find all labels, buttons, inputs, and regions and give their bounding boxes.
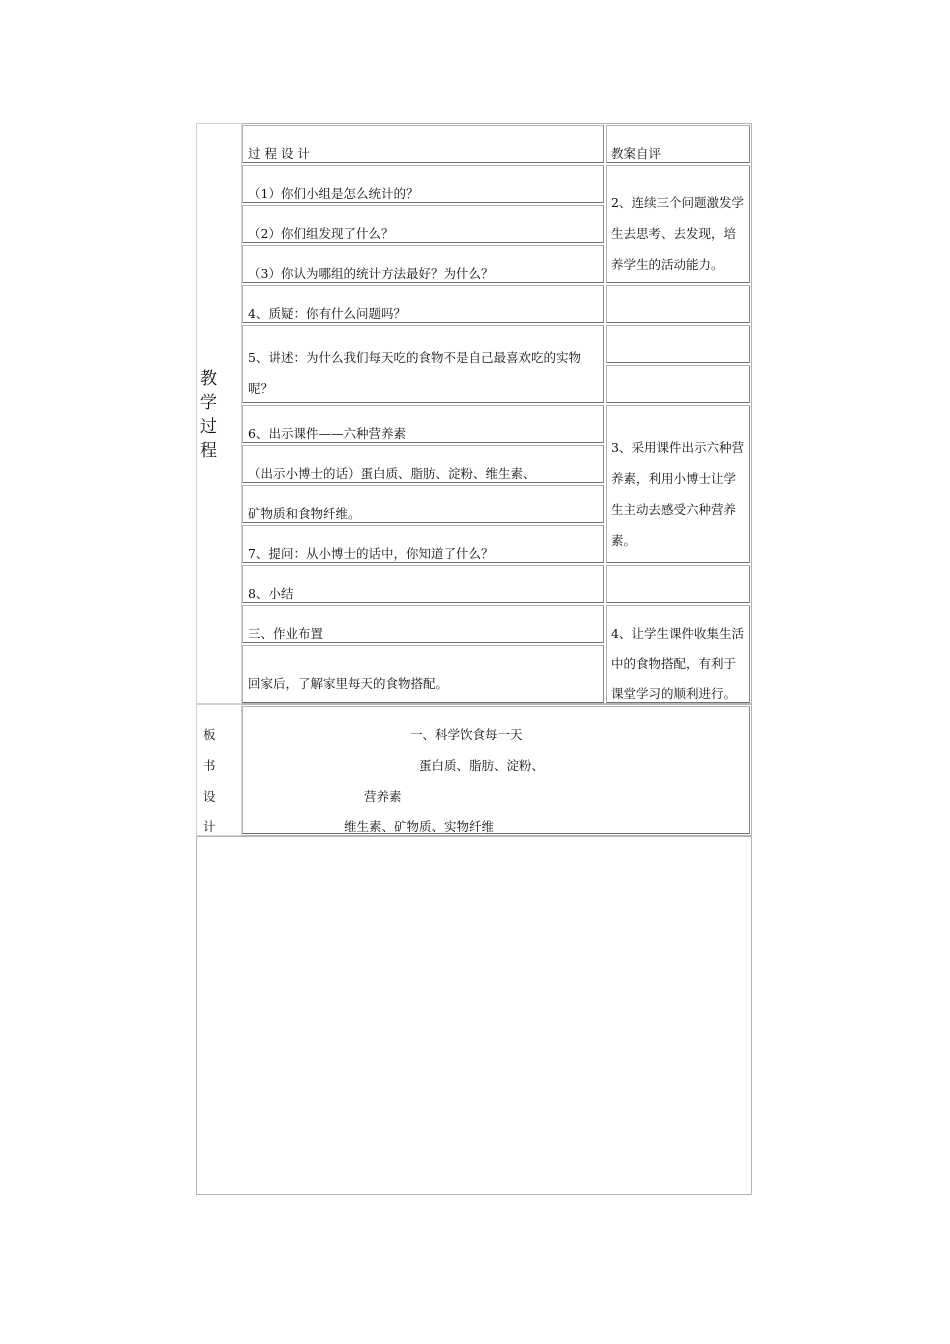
- review-text: 课堂学习的顺利进行。: [611, 686, 737, 701]
- header-design: 过 程 设 计: [248, 146, 310, 161]
- process-row-text: 4、质疑：你有什么问题吗？: [248, 306, 406, 321]
- review-text: 养素，利用小博士让学: [611, 471, 737, 486]
- board-label-char: 书: [203, 758, 216, 773]
- process-label-char: 程: [200, 441, 217, 461]
- process-row-text: 6、出示课件——六种营养素: [248, 426, 406, 441]
- process-label-char: 过: [200, 417, 217, 437]
- process-row-text: （1）你们小组是怎么统计的？: [248, 186, 419, 201]
- process-row-text: （2）你们组发现了什么？: [248, 226, 394, 241]
- review-text: 2、连续三个问题激发学: [611, 195, 744, 210]
- process-row-text: 7、提问：从小博士的话中，你知道了什么？: [248, 546, 494, 561]
- review-text: 养学生的活动能力。: [611, 257, 724, 272]
- board-line: 维生素、矿物质、实物纤维: [344, 819, 495, 834]
- review-text: 生主动去感受六种营养: [611, 502, 737, 517]
- process-row: [242, 565, 604, 603]
- review-text: 中的食物搭配，有利于: [611, 656, 737, 671]
- board-label-char: 板: [203, 727, 216, 742]
- review-text: 4、让学生课件收集生活: [611, 626, 744, 641]
- process-label-char: 学: [200, 393, 217, 413]
- board-label-char: 设: [203, 789, 216, 804]
- process-row-text: 5、讲述：为什么我们每天吃的食物不是自己最喜欢吃的实物: [248, 350, 581, 365]
- header-review: 教案自评: [611, 146, 662, 161]
- review-cell-empty: [606, 285, 750, 323]
- board-line: 营养素: [364, 789, 402, 804]
- review-cell-empty: [606, 365, 750, 403]
- process-row-text: 矿物质和食物纤维。: [248, 506, 361, 521]
- process-row-text: 回家后，了解家里每天的食物搭配。: [248, 676, 449, 691]
- board-line: 一、科学饮食每一天: [410, 727, 523, 742]
- board-label-char: 计: [203, 819, 216, 834]
- process-row-text: 呢？: [248, 381, 274, 396]
- process-row-text: 三、作业布置: [248, 626, 324, 641]
- review-cell-empty: [606, 325, 750, 363]
- empty-notes-area: [196, 836, 752, 1195]
- review-text: 素。: [611, 533, 637, 548]
- review-text: 3、采用课件出示六种营: [611, 440, 744, 455]
- process-row-text: （3）你认为哪组的统计方法最好？为什么？: [248, 266, 494, 281]
- board-line: 蛋白质、脂肪、淀粉、: [419, 758, 545, 773]
- review-text: 生去思考、去发现，培: [611, 226, 737, 241]
- process-row-text: 8、小结: [248, 586, 294, 601]
- process-label-char: 教: [200, 369, 217, 389]
- review-cell-empty: [606, 565, 750, 603]
- process-row-text: （出示小博士的话）蛋白质、脂肪、淀粉、维生素、: [248, 466, 536, 481]
- process-row: [242, 645, 604, 703]
